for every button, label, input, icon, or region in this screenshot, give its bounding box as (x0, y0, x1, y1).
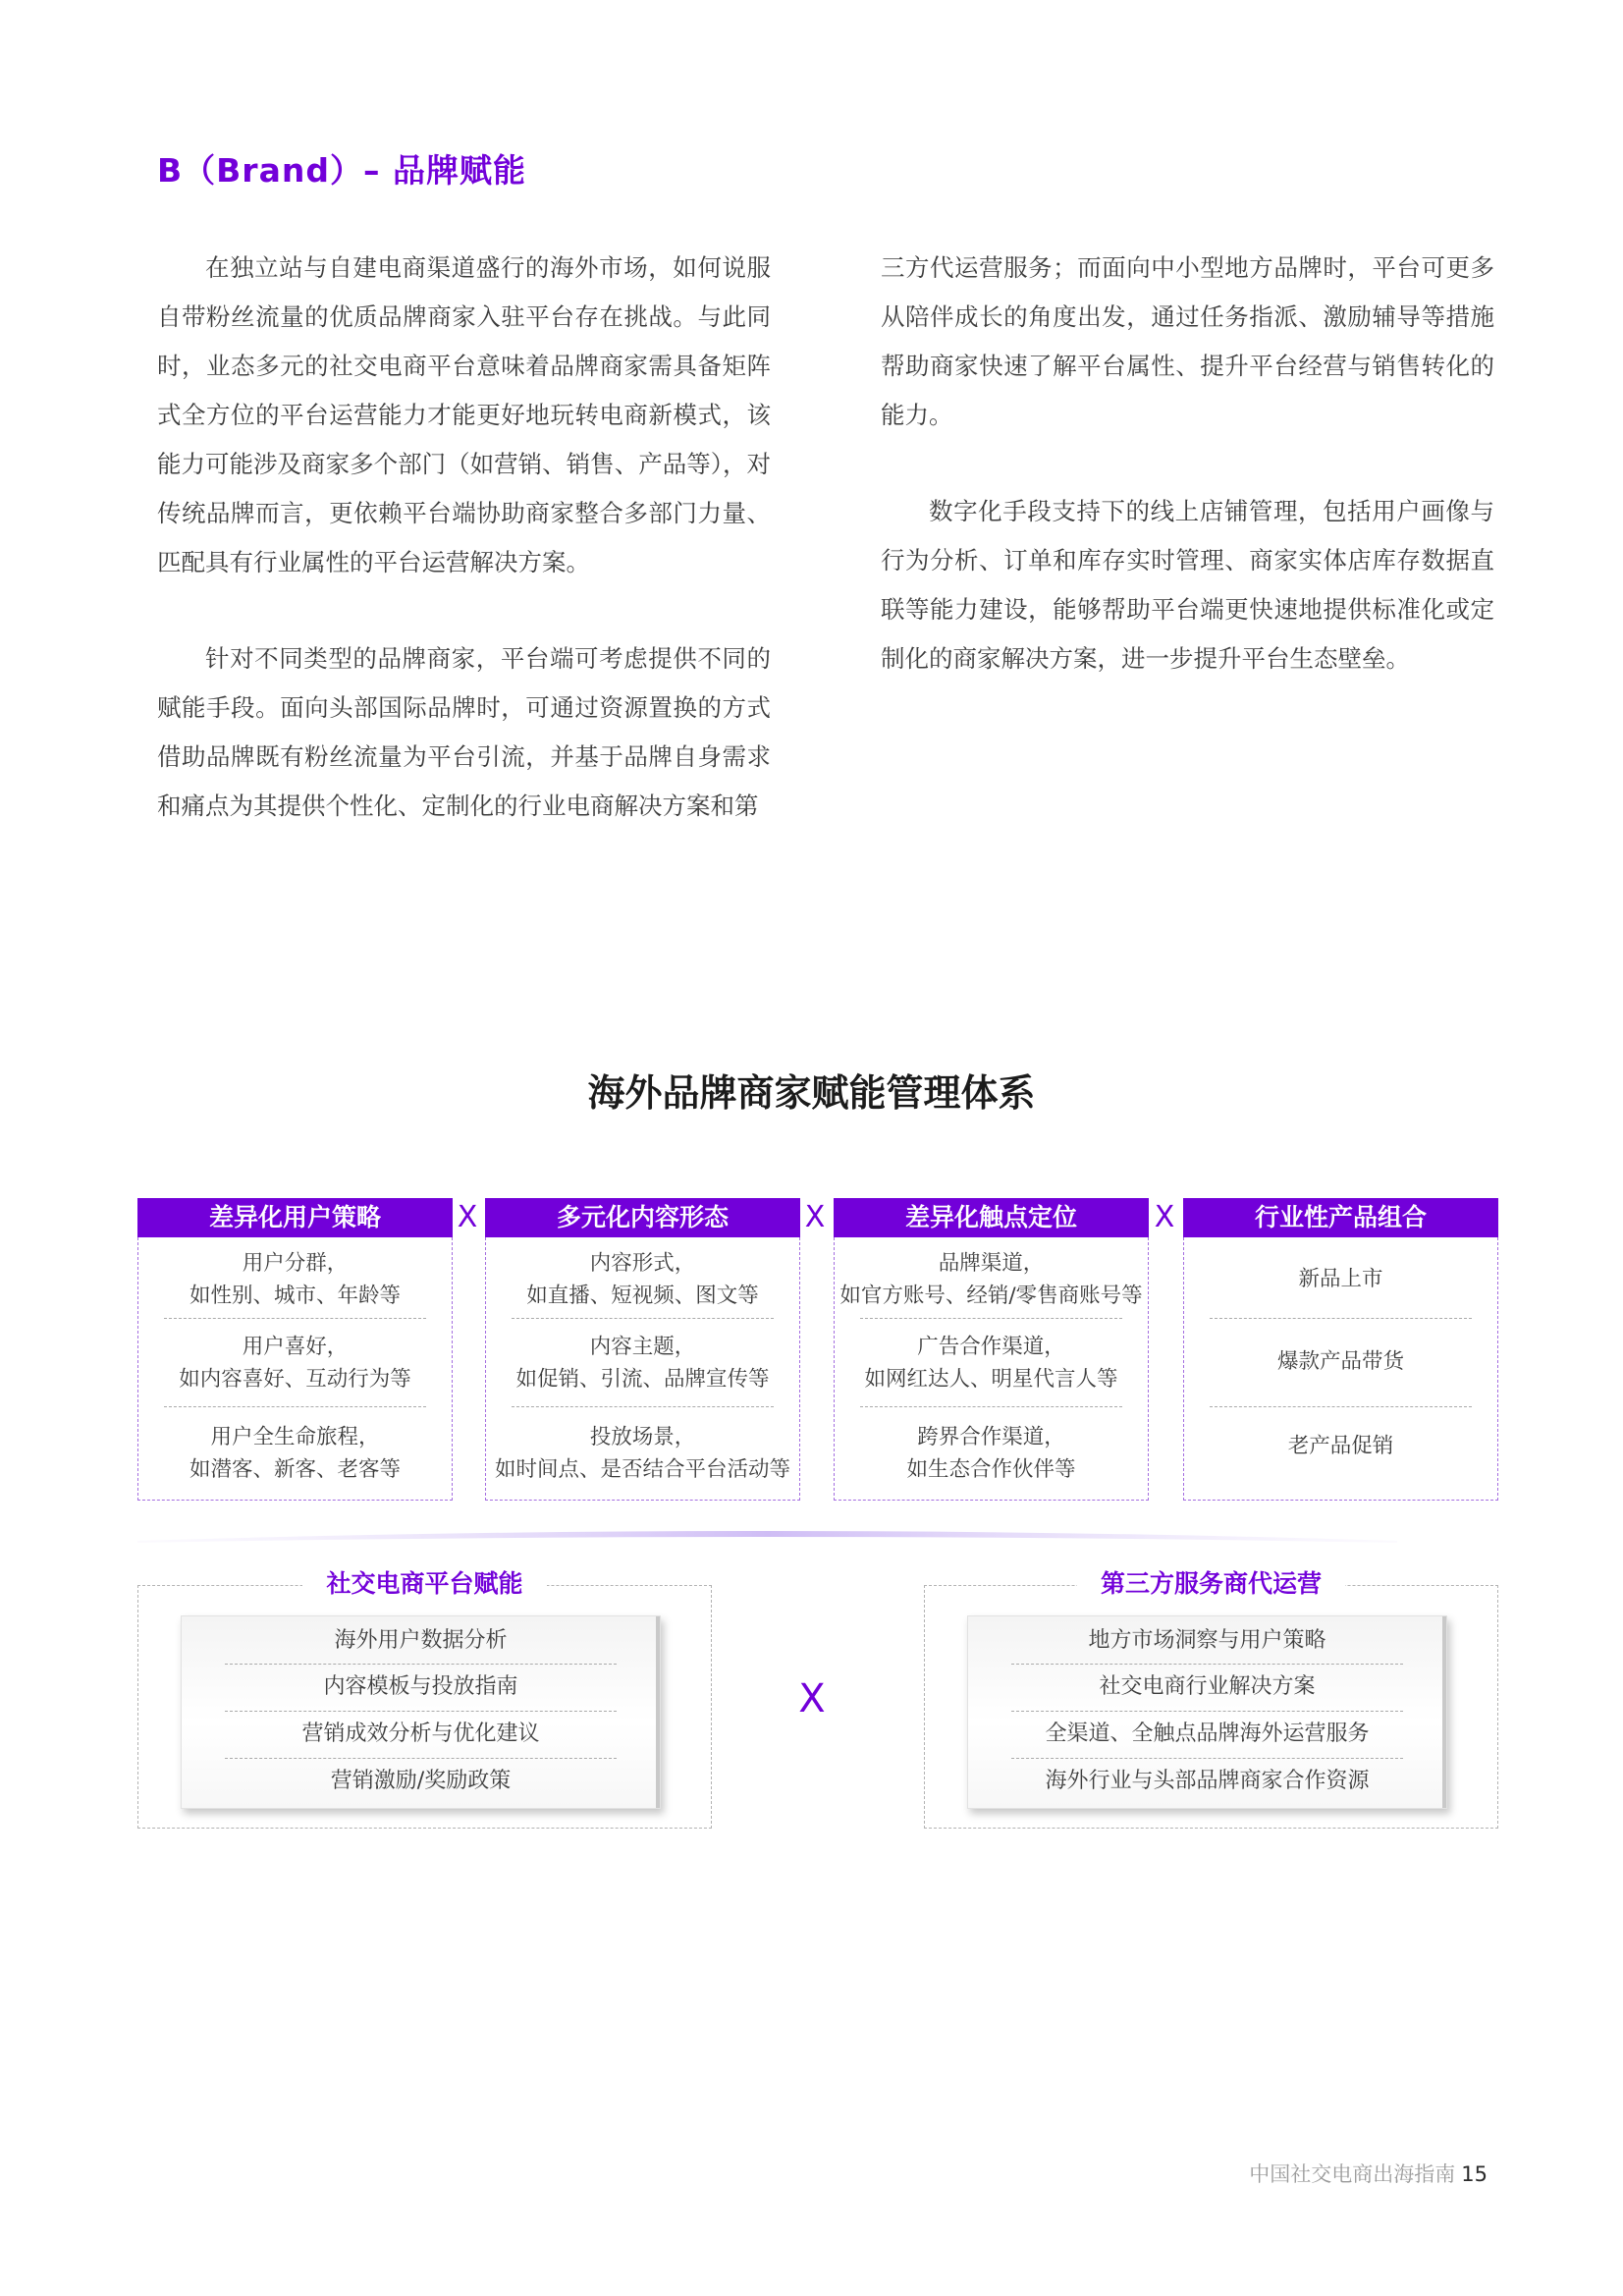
divider (512, 1406, 774, 1407)
divider (1210, 1318, 1472, 1319)
category-body (137, 1237, 453, 1501)
page-number: 15 (1461, 2162, 1488, 2186)
category-body (834, 1237, 1149, 1501)
panel-item: 地方市场洞察与用户策略 (1088, 1628, 1326, 1653)
category-header: 差异化用户策略 (137, 1198, 453, 1237)
paragraph: 数字化手段支持下的线上店铺管理，包括用户画像与行为分析、订单和库存实时管理、商家实体店库存数据直联等能力建设，能够帮助平台端更快速地提供标准化或定制化的商家解决方案，进一步提升平台生态壁垒。 (881, 497, 1494, 673)
divider (1210, 1406, 1472, 1407)
category-column (834, 1198, 1149, 1501)
page-footer (1249, 2159, 1488, 2188)
category-item: 老产品促销 (1287, 1434, 1394, 1458)
connector-arc (137, 1527, 1397, 1543)
category-item: 广告合作渠道， 如网红达人、明星代言人等 (864, 1335, 1118, 1392)
category-item: 爆款产品带货 (1276, 1349, 1404, 1374)
divider (512, 1318, 774, 1319)
divider (164, 1318, 426, 1319)
multiply-symbol: X (804, 1200, 826, 1234)
category-item: 跨界合作渠道， 如生态合作伙伴等 (906, 1425, 1076, 1482)
panel-item: 营销激励/奖励政策 (330, 1769, 512, 1793)
category-item: 品牌渠道， 如官方账号、经销/零售商账号等 (839, 1251, 1143, 1308)
group-third-party (924, 1569, 1498, 1829)
category-item: 用户全生命旅程， 如潜客、新客、老客等 (189, 1425, 401, 1482)
group-platform (137, 1569, 712, 1829)
panel-item: 社交电商行业解决方案 (1099, 1674, 1316, 1699)
category-body (1183, 1237, 1498, 1501)
multiply-symbol: X (457, 1200, 478, 1234)
category-item: 内容主题， 如促销、引流、品牌宣传等 (515, 1335, 770, 1392)
paragraph: 三方代运营服务；而面向中小型地方品牌时，平台可更多从陪伴成长的角度出发，通过任务指派、激励辅导等措施帮助商家快速了解平台属性、提升平台经营与销售转化的能力。 (881, 253, 1494, 429)
footer-title: 中国社交电商出海指南 (1249, 2162, 1456, 2186)
paragraph: 在独立站与自建电商渠道盛行的海外市场，如何说服自带粉丝流量的优质品牌商家入驻平台存在挑战。与此同时，业态多元的社交电商平台意味着品牌商家需具备矩阵式全方位的平台运营能力才能更好地玩转电商新模式，该能力可能涉及商家多个部门（如营销、销售、产品等），对传统品牌而言，更依赖平台端协助商家整合多部门力量、匹配具有行业属性的平台运营解决方案。 (157, 253, 771, 576)
group-title: 社交电商平台赋能 (302, 1566, 546, 1602)
panel-item: 营销成效分析与优化建议 (301, 1722, 540, 1746)
category-item: 用户喜好， 如内容喜好、互动行为等 (179, 1335, 411, 1392)
category-column (1183, 1198, 1498, 1501)
paragraph: 针对不同类型的品牌商家，平台端可考虑提供不同的赋能手段。面向头部国际品牌时，可通过资源置换的方式借助品牌既有粉丝流量为平台引流，并基于品牌自身需求和痛点为其提供个性化、定制化的行业电商解决方案和第 (157, 644, 771, 820)
panel-item: 内容模板与投放指南 (323, 1674, 518, 1699)
category-header: 差异化触点定位 (834, 1198, 1149, 1237)
section-heading: B（Brand）– 品牌赋能 (157, 151, 526, 190)
category-item: 用户分群， 如性别、城市、年龄等 (189, 1251, 401, 1308)
panel-item: 海外用户数据分析 (334, 1628, 508, 1653)
divider (164, 1406, 426, 1407)
multiply-symbol: X (1154, 1200, 1175, 1234)
category-column (485, 1198, 800, 1501)
group-panel (967, 1615, 1447, 1809)
diagram-title: 海外品牌商家赋能管理体系 (587, 1071, 1036, 1115)
divider (860, 1406, 1122, 1407)
category-item: 新品上市 (1298, 1267, 1383, 1291)
group-panel (181, 1615, 661, 1809)
category-item: 投放场景， 如时间点、是否结合平台活动等 (494, 1425, 790, 1482)
body-column-left (157, 244, 771, 878)
multiply-symbol: X (798, 1676, 826, 1722)
panel-item: 海外行业与头部品牌商家合作资源 (1045, 1769, 1370, 1793)
divider (860, 1318, 1122, 1319)
panel-item: 全渠道、全触点品牌海外运营服务 (1045, 1722, 1370, 1746)
body-column-right (881, 244, 1494, 731)
group-title: 第三方服务商代运营 (1077, 1566, 1345, 1602)
category-header: 行业性产品组合 (1183, 1198, 1498, 1237)
category-body (485, 1237, 800, 1501)
category-header: 多元化内容形态 (485, 1198, 800, 1237)
category-item: 内容形式， 如直播、短视频、图文等 (526, 1251, 759, 1308)
category-column (137, 1198, 453, 1501)
